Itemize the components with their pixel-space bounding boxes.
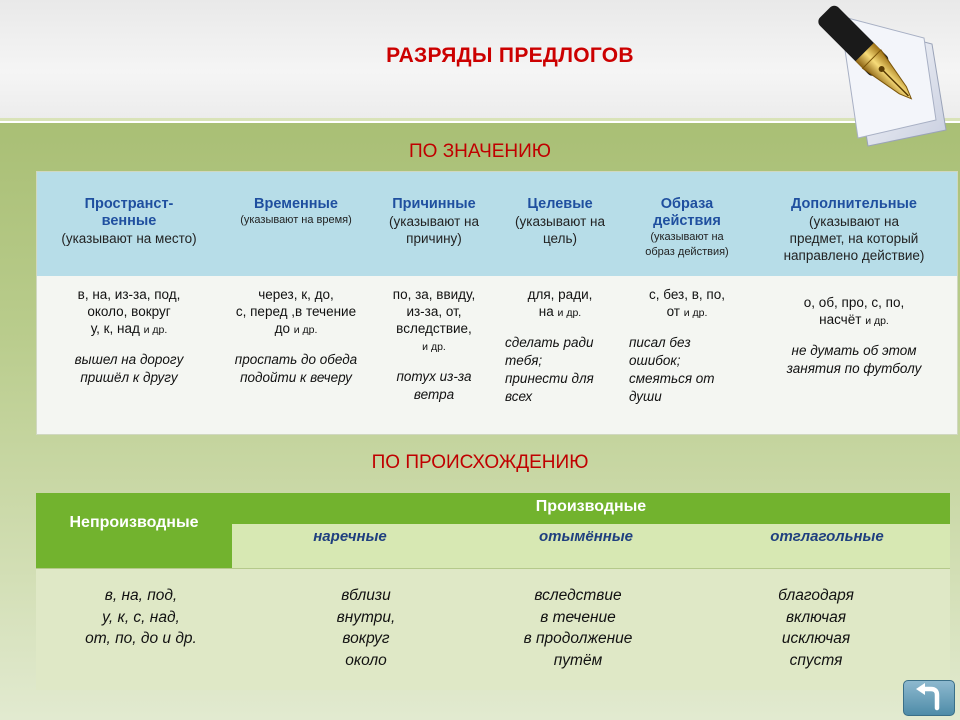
section-title-meaning: ПО ЗНАЧЕНИЮ <box>408 141 551 162</box>
header-temporal: Временные (указывают на время) <box>240 196 352 226</box>
subheader-adverbial: наречные <box>313 528 387 545</box>
deverbal-cell: благодаря включая исключая спустя <box>778 587 854 669</box>
non-derived-header: Непроизводные <box>36 493 232 568</box>
cell-temporal: через, к, до, с, перед ,в течение до и др. проспать до обеда подойти к вечеру <box>234 287 358 385</box>
meaning-table-header <box>37 172 957 276</box>
cell-causal: по, за, ввиду, из-за, от, вследствие, и др. потух из-за ветра <box>392 287 476 402</box>
fountain-pen-icon <box>808 4 956 154</box>
subheader-deverbal: отглагольные <box>770 528 884 545</box>
header-object: Дополнительные (указывают на предмет, на который направлено действие) <box>783 196 925 263</box>
cell-object: о, об, про, с, по, насчёт и др. не думать об этом занятия по футболу <box>786 295 922 376</box>
section-title-origin: ПО ПРОИСХОЖДЕНИЮ <box>371 452 589 473</box>
derived-subheader-row <box>232 524 950 568</box>
back-arrow-icon <box>904 681 954 715</box>
table-divider <box>36 568 950 569</box>
non-derived-cell: в, на, под, у, к, с, над, от, по, до и др. <box>85 587 197 647</box>
header-purpose: Целевые (указывают на цель) <box>515 196 605 246</box>
origin-table <box>36 493 950 690</box>
header-causal: Причинные (указывают на причину) <box>389 196 479 246</box>
meaning-table <box>36 171 958 435</box>
subheader-denominal: отымённые <box>538 528 634 545</box>
header-manner: Образа действия (указывают на образ действия) <box>645 196 729 258</box>
denominal-cell: вследствие в течение в продолжение путём <box>523 587 633 669</box>
header-spatial: Пространст- венные (указывают на место) <box>61 196 197 246</box>
back-button[interactable] <box>903 680 955 716</box>
cell-spatial: в, на, из-за, под, около, вокруг у, к, над и др. вышел на дорогу пришёл к другу <box>74 287 184 385</box>
cell-purpose: для, ради, на и др. сделать ради тебя; принести для всех <box>505 287 594 404</box>
derived-header: Производные <box>232 493 950 524</box>
adverbial-cell: вблизи внутри, вокруг около <box>336 587 396 669</box>
slide-title: РАЗРЯДЫ ПРЕДЛОГОВ <box>386 44 634 67</box>
cell-manner: с, без, в, по, от и др. писал без ошибок; смеяться от души <box>629 287 725 404</box>
